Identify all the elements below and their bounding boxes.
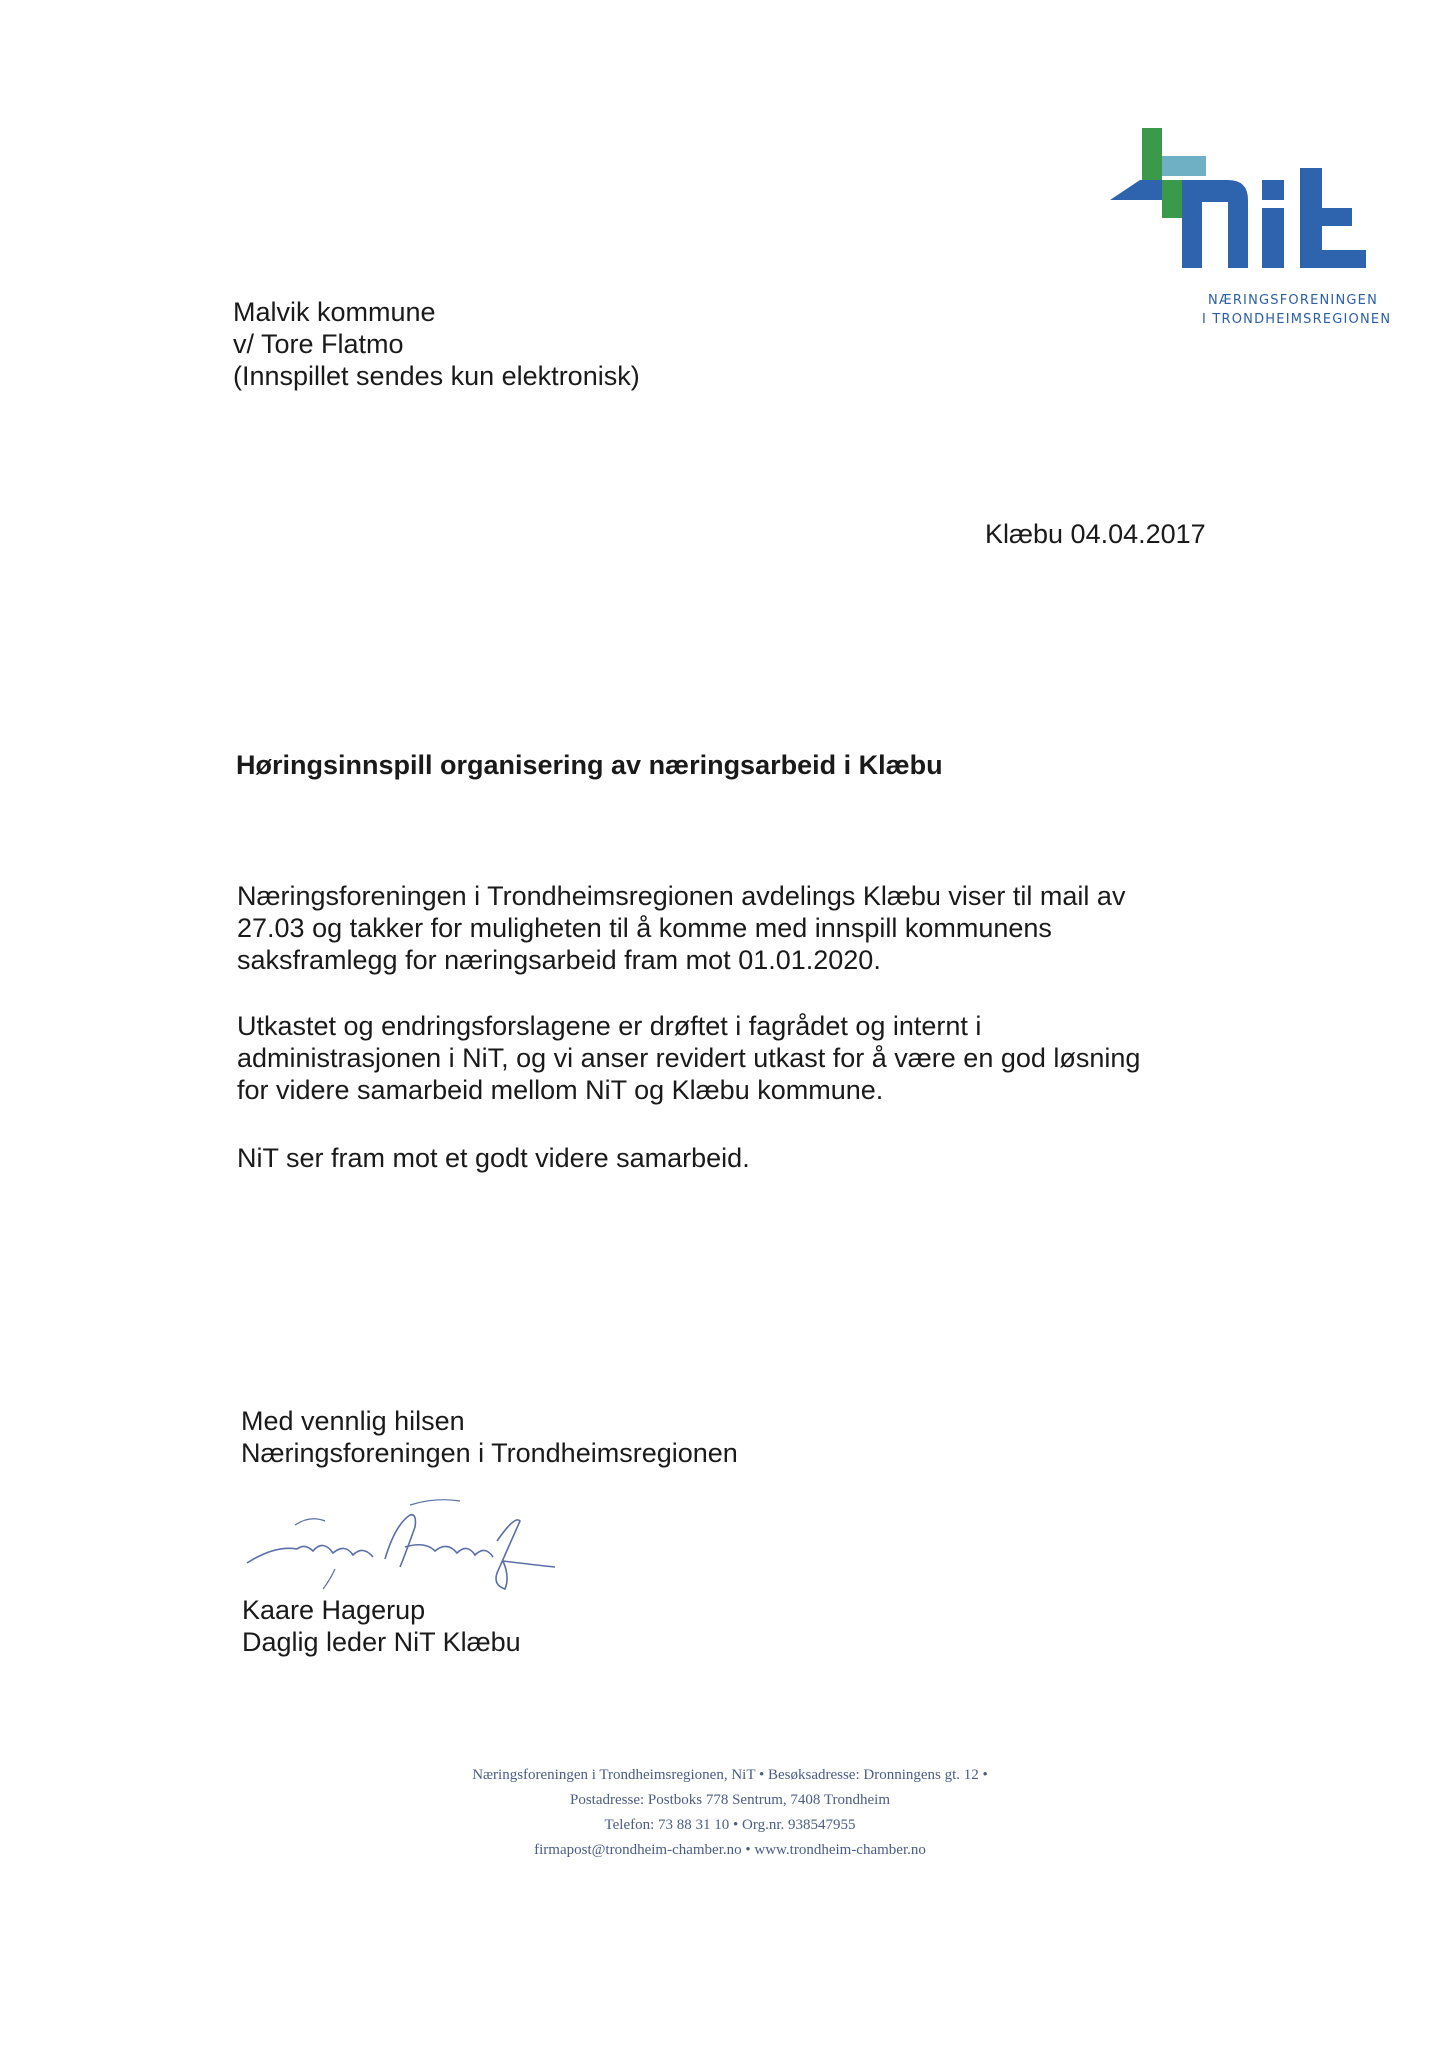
body-paragraph-1-line-1: Næringsforeningen i Trondheimsregionen avdelings Klæbu viser til mail av — [237, 881, 1126, 911]
body-paragraph-2-line-1: Utkastet og endringsforslagene er drøftet i fagrådet og internt i — [237, 1011, 982, 1041]
handwritten-signature — [235, 1485, 565, 1595]
signer-name: Kaare Hagerup — [242, 1595, 426, 1625]
footer-line-4: firmapost@trondheim-chamber.no • www.trondheim-chamber.no — [534, 1842, 926, 1858]
signer-title: Daglig leder NiT Klæbu — [242, 1627, 521, 1657]
recipient-line-3: (Innspillet sendes kun elektronisk) — [233, 361, 640, 391]
nit-logo — [1110, 128, 1392, 343]
body-paragraph-2-line-2: administrasjonen i NiT, og vi anser revidert utkast for å være en god løsning — [237, 1043, 1141, 1073]
body-paragraph-3-line-1: NiT ser fram mot et godt videre samarbeid. — [237, 1143, 750, 1173]
nit-logo-mark — [1110, 128, 1380, 288]
body-paragraph-2-line-3: for videre samarbeid mellom NiT og Klæbu kommune. — [237, 1075, 884, 1105]
closing-greeting: Med vennlig hilsen — [241, 1406, 465, 1436]
closing-organization: Næringsforeningen i Trondheimsregionen — [241, 1438, 738, 1468]
letter-date: Klæbu 04.04.2017 — [985, 519, 1206, 549]
footer-line-2: Postadresse: Postboks 778 Sentrum, 7408 Trondheim — [569, 1792, 891, 1808]
body-paragraph-1-line-3: saksframlegg for næringsarbeid fram mot 01.01.2020. — [237, 945, 881, 975]
letter-subject: Høringsinnspill organisering av næringsarbeid i Klæbu — [236, 750, 943, 780]
recipient-line-2: v/ Tore Flatmo — [233, 329, 404, 359]
logo-tagline-line1: NÆRINGSFORENINGEN — [1208, 293, 1378, 308]
recipient-line-1: Malvik kommune — [233, 297, 436, 327]
logo-tagline-line2: I TRONDHEIMSREGIONEN — [1202, 312, 1392, 327]
footer-line-3: Telefon: 73 88 31 10 • Org.nr. 938547955 — [604, 1817, 856, 1833]
footer-line-1: Næringsforeningen i Trondheimsregionen, NiT • Besøksadresse: Dronningens gt. 12 • — [472, 1767, 988, 1783]
body-paragraph-1-line-2: 27.03 og takker for muligheten til å komme med innspill kommunens — [237, 913, 1052, 943]
